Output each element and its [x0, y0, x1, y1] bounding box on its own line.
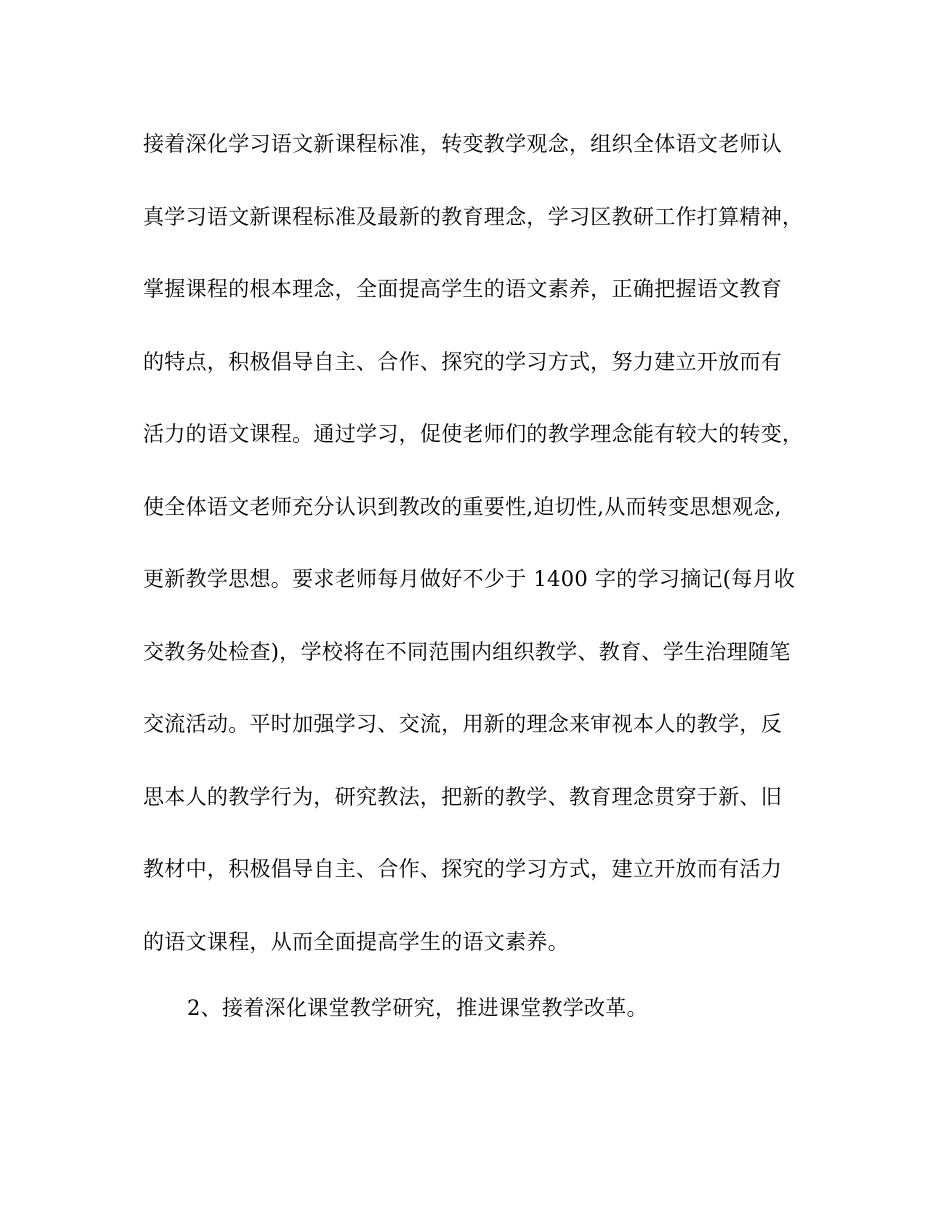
- paragraph-1-line: 的语文课程，从而全面提高学生的语文素养。: [143, 929, 569, 954]
- paragraph-1-line: 思本人的教学行为，研究教法，把新的教学、教育理念贯穿于新、旧: [143, 784, 782, 809]
- paragraph-1-line: 掌握课程的根本理念，全面提高学生的语文素养，正确把握语文教育: [143, 277, 782, 301]
- paragraph-1-line: 真学习语文新课程标准及最新的教育理念，学习区教研工作打算精神，: [143, 204, 804, 229]
- paragraph-1: [143, 126, 833, 996]
- paragraph-1-line: 更新教学思想。要求老师每月做好不少于 1400 字的学习摘记(每月收: [143, 567, 796, 591]
- paragraph-1-line: 活力的语文课程。通过学习，促使老师们的教学理念能有较大的转变，: [143, 422, 804, 446]
- paragraph-1-line: 的特点，积极倡导自主、合作、探究的学习方式，努力建立开放而有: [143, 349, 782, 374]
- paragraph-1-line: 接着深化学习语文新课程标准，转变教学观念，组织全体语文老师认: [143, 132, 782, 156]
- paragraph-2-heading: 2、接着深化课堂教学研究，推进课堂教学改革。: [187, 996, 648, 1020]
- paragraph-1-line: 教材中，积极倡导自主、合作、探究的学习方式，建立开放而有活力: [143, 857, 782, 881]
- paragraph-1-line: 交教务处检查)，学校将在不同范围内组织教学、教育、学生治理随笔: [143, 639, 791, 664]
- paragraph-1-line: 使全体语文老师充分认识到教改的重要性,迫切性,从而转变思想观念,: [143, 494, 782, 519]
- paragraph-1-line: 交流活动。平时加强学习、交流，用新的理念来审视本人的教学，反: [143, 712, 782, 736]
